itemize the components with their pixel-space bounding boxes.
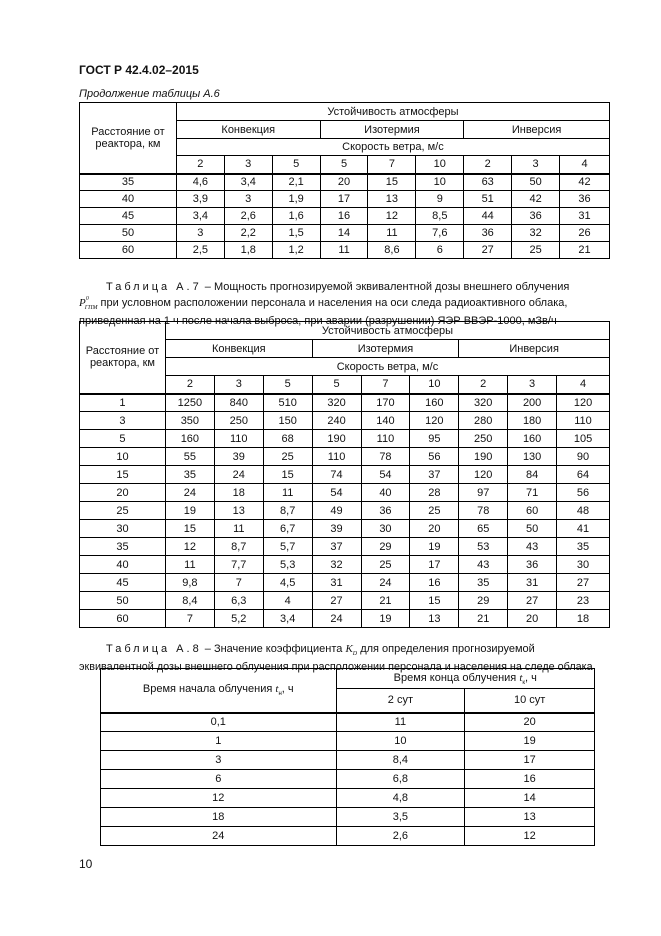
table-cell: 840 (214, 394, 263, 412)
table-a8-body (101, 713, 595, 846)
table-a6-wind-header: Скорость ветра, м/с (176, 139, 609, 156)
table-cell: 35 (557, 538, 610, 556)
table-cell: 11 (320, 242, 368, 259)
table-cell: 250 (214, 412, 263, 430)
table-cell: 3,5 (336, 808, 465, 827)
table-cell: 4 (263, 592, 312, 610)
table-cell: 1250 (165, 394, 214, 412)
table-row (80, 242, 610, 259)
speed-cell: 10 (410, 376, 459, 394)
table-cell: 4,8 (336, 789, 465, 808)
table-cell: 25 (361, 556, 410, 574)
table-cell: 36 (464, 225, 512, 242)
table-cell: 16 (320, 208, 368, 225)
table-cell: 2,1 (272, 174, 320, 191)
table-a6-stability-header: Устойчивость атмосферы (176, 103, 609, 121)
table-cell: 35 (459, 574, 508, 592)
table-cell: 55 (165, 448, 214, 466)
table-cell: 16 (410, 574, 459, 592)
row-label-cell: 50 (80, 225, 177, 242)
table-row (80, 430, 610, 448)
table-cell: 65 (459, 520, 508, 538)
table-cell: 19 (361, 610, 410, 628)
table-row (101, 713, 595, 732)
table-cell: 29 (459, 592, 508, 610)
row-label-cell: 1 (80, 394, 166, 412)
table-a6-distance-header: Расстояние от реактора, км (80, 103, 177, 174)
table-cell: 90 (557, 448, 610, 466)
table-cell: 60 (508, 502, 557, 520)
speed-cell: 5 (312, 376, 361, 394)
table-cell: 51 (464, 191, 512, 208)
table-row (80, 592, 610, 610)
table-cell: 54 (361, 466, 410, 484)
table-cell: 63 (464, 174, 512, 191)
table-cell: 190 (312, 430, 361, 448)
table-cell: 160 (165, 430, 214, 448)
table-a8-start-time-header: Время начала облучения $t_н$, ч (101, 669, 337, 713)
table-cell: 25 (512, 242, 560, 259)
table-cell: 15 (410, 592, 459, 610)
speed-cell: 2 (165, 376, 214, 394)
table-cell: 6,8 (336, 770, 465, 789)
table-cell: 350 (165, 412, 214, 430)
table-cell: 21 (560, 242, 610, 259)
table-cell: 3 (224, 191, 272, 208)
table-row (80, 412, 610, 430)
table-cell: 2,6 (336, 827, 465, 846)
table-cell: 30 (557, 556, 610, 574)
table-cell: 6 (416, 242, 464, 259)
table-cell: 17 (410, 556, 459, 574)
table-cell: 11 (368, 225, 416, 242)
speed-cell: 4 (557, 376, 610, 394)
speed-cell: 7 (368, 156, 416, 174)
caption-a7-symbol: $P^0_{ГПМ}$ (79, 296, 98, 311)
speed-cell: 2 (464, 156, 512, 174)
table-cell: 1,2 (272, 242, 320, 259)
table-cell: 120 (459, 466, 508, 484)
table-row (80, 538, 610, 556)
table-row (80, 191, 610, 208)
table-cell: 150 (263, 412, 312, 430)
caption-a7-text3: приведенная на 1 ч после начала выброса, при аварии (разрушении) ЯЭР ВВЭР-1000, мЗв/ч (79, 315, 557, 327)
table-row (80, 574, 610, 592)
table-a6-body (80, 174, 610, 259)
table-row (80, 520, 610, 538)
table-a6-group-convection: Конвекция (176, 121, 320, 139)
table-cell: 4,6 (176, 174, 224, 191)
table-cell: 1,8 (224, 242, 272, 259)
table-cell: 6,3 (214, 592, 263, 610)
table-cell: 10 (336, 732, 465, 751)
table-cell: 29 (361, 538, 410, 556)
table-cell: 78 (361, 448, 410, 466)
caption-a7-text1: Мощность прогнозируемой эквивалентной дозы внешнего облучения (213, 281, 570, 293)
table-cell: 200 (508, 394, 557, 412)
table-cell: 3,4 (263, 610, 312, 628)
table-a7-distance-header: Расстояние от реактора, км (80, 322, 166, 394)
table-cell: 120 (557, 394, 610, 412)
table-cell: 27 (464, 242, 512, 259)
table-cell: 120 (410, 412, 459, 430)
table-cell: 97 (459, 484, 508, 502)
table-cell: 49 (312, 502, 361, 520)
speed-cell: 3 (508, 376, 557, 394)
table-a7-group-isotherm: Изотермия (312, 340, 459, 358)
table-cell: 280 (459, 412, 508, 430)
table-cell: 24 (361, 574, 410, 592)
table-cell: 3 (176, 225, 224, 242)
table-cell: 5,2 (214, 610, 263, 628)
table-cell: 36 (512, 208, 560, 225)
table-cell: 8,4 (165, 592, 214, 610)
caption-a7-label: Таблица А.7 (106, 281, 202, 293)
table-row (101, 732, 595, 751)
row-label-cell: 12 (101, 789, 337, 808)
table-cell: 53 (459, 538, 508, 556)
table-a6 (79, 102, 610, 259)
table-row (80, 225, 610, 242)
table-cell: 7 (165, 610, 214, 628)
table-cell: 16 (465, 770, 595, 789)
table-cell: 21 (459, 610, 508, 628)
table-cell: 19 (165, 502, 214, 520)
table-cell: 14 (320, 225, 368, 242)
table-cell: 15 (263, 466, 312, 484)
speed-cell: 10 (416, 156, 464, 174)
table-cell: 30 (361, 520, 410, 538)
table-cell: 84 (508, 466, 557, 484)
row-label-cell: 3 (101, 751, 337, 770)
table-cell: 8,7 (263, 502, 312, 520)
page-number: 10 (79, 857, 93, 871)
table-cell: 42 (512, 191, 560, 208)
table-a8 (100, 668, 595, 846)
row-label-cell: 35 (80, 538, 166, 556)
table-cell: 42 (560, 174, 610, 191)
table-a6-group-inversion: Инверсия (464, 121, 610, 139)
table-cell: 5,3 (263, 556, 312, 574)
speed-cell: 5 (272, 156, 320, 174)
table-cell: 18 (557, 610, 610, 628)
table-row (80, 556, 610, 574)
table-a7-wind-header: Скорость ветра, м/с (165, 358, 609, 376)
row-label-cell: 0,1 (101, 713, 337, 732)
row-label-cell: 60 (80, 610, 166, 628)
table-cell: 78 (459, 502, 508, 520)
table-cell: 50 (512, 174, 560, 191)
table-cell: 23 (557, 592, 610, 610)
table-cell: 19 (465, 732, 595, 751)
table-cell: 11 (263, 484, 312, 502)
speed-cell: 3 (214, 376, 263, 394)
row-label-cell: 45 (80, 574, 166, 592)
table-a8-subheader-2days: 2 сут (336, 689, 465, 713)
table-cell: 13 (465, 808, 595, 827)
table-cell: 2,2 (224, 225, 272, 242)
table-cell: 39 (312, 520, 361, 538)
table-row (80, 484, 610, 502)
caption-a8-symbol: $K_D$ (345, 643, 358, 657)
table-cell: 240 (312, 412, 361, 430)
table-cell: 11 (165, 556, 214, 574)
table-cell: 13 (410, 610, 459, 628)
table-cell: 7,6 (416, 225, 464, 242)
row-label-cell: 1 (101, 732, 337, 751)
table-cell: 160 (508, 430, 557, 448)
table-cell: 31 (312, 574, 361, 592)
row-label-cell: 24 (101, 827, 337, 846)
table-cell: 105 (557, 430, 610, 448)
table-cell: 7,7 (214, 556, 263, 574)
row-label-cell: 18 (101, 808, 337, 827)
table-row (101, 751, 595, 770)
table-continuation-label: Продолжение таблицы А.6 (79, 88, 220, 100)
table-cell: 160 (410, 394, 459, 412)
table-cell: 41 (557, 520, 610, 538)
row-label-cell: 15 (80, 466, 166, 484)
table-cell: 54 (312, 484, 361, 502)
table-cell: 250 (459, 430, 508, 448)
table-cell: 170 (361, 394, 410, 412)
row-label-cell: 10 (80, 448, 166, 466)
table-cell: 3,4 (176, 208, 224, 225)
table-cell: 25 (410, 502, 459, 520)
table-row (101, 808, 595, 827)
table-cell: 15 (368, 174, 416, 191)
row-label-cell: 30 (80, 520, 166, 538)
row-label-cell: 40 (80, 556, 166, 574)
table-cell: 10 (416, 174, 464, 191)
table-cell: 110 (361, 430, 410, 448)
caption-a8-text3: эквивалентной дозы внешнего облучения при расположении персонала и населения на следе облака (79, 661, 593, 673)
table-cell: 17 (320, 191, 368, 208)
speed-cell: 3 (224, 156, 272, 174)
table-cell: 320 (459, 394, 508, 412)
table-cell: 12 (165, 538, 214, 556)
row-label-cell: 50 (80, 592, 166, 610)
table-row (80, 502, 610, 520)
speed-cell: 5 (320, 156, 368, 174)
table-cell: 36 (560, 191, 610, 208)
table-cell: 56 (410, 448, 459, 466)
speed-cell: 2 (459, 376, 508, 394)
table-cell: 12 (368, 208, 416, 225)
table-cell: 13 (368, 191, 416, 208)
table-cell: 21 (361, 592, 410, 610)
table-cell: 24 (312, 610, 361, 628)
table-cell: 68 (263, 430, 312, 448)
table-cell: 9,8 (165, 574, 214, 592)
table-cell: 48 (557, 502, 610, 520)
table-cell: 35 (165, 466, 214, 484)
table-cell: 1,5 (272, 225, 320, 242)
table-cell: 56 (557, 484, 610, 502)
table-a7 (79, 321, 610, 628)
table-cell: 14 (465, 789, 595, 808)
speed-cell: 3 (512, 156, 560, 174)
table-cell: 25 (263, 448, 312, 466)
table-cell: 11 (214, 520, 263, 538)
table-cell: 37 (410, 466, 459, 484)
caption-a7-dash: – (204, 281, 211, 293)
table-a8-end-time-header: Время конца облучения $t_к$, ч (336, 669, 594, 689)
table-row (80, 610, 610, 628)
table-row (80, 448, 610, 466)
caption-a8-label: Таблица А.8 (106, 643, 202, 655)
caption-a8-text1: Значение коэффициента (213, 643, 343, 655)
row-label-cell: 45 (80, 208, 177, 225)
row-label-cell: 5 (80, 430, 166, 448)
table-cell: 36 (361, 502, 410, 520)
table-cell: 37 (312, 538, 361, 556)
table-cell: 18 (214, 484, 263, 502)
table-cell: 31 (560, 208, 610, 225)
row-label-cell: 25 (80, 502, 166, 520)
table-cell: 510 (263, 394, 312, 412)
table-cell: 95 (410, 430, 459, 448)
speed-cell: 7 (361, 376, 410, 394)
table-cell: 43 (459, 556, 508, 574)
table-cell: 19 (410, 538, 459, 556)
table-cell: 2,5 (176, 242, 224, 259)
table-row (80, 208, 610, 225)
table-cell: 4,5 (263, 574, 312, 592)
table-cell: 2,6 (224, 208, 272, 225)
table-cell: 20 (410, 520, 459, 538)
table-row (101, 789, 595, 808)
table-row (101, 827, 595, 846)
row-label-cell: 20 (80, 484, 166, 502)
table-a7-body (80, 394, 610, 628)
table-row (80, 394, 610, 412)
table-cell: 40 (361, 484, 410, 502)
table-cell: 1,6 (272, 208, 320, 225)
speed-cell: 4 (560, 156, 610, 174)
table-cell: 20 (320, 174, 368, 191)
table-cell: 74 (312, 466, 361, 484)
table-cell: 130 (508, 448, 557, 466)
caption-a7-text2: при условном расположении персонала и населения на оси следа радиоактивного облака, (100, 297, 568, 309)
table-cell: 110 (557, 412, 610, 430)
speed-cell: 5 (263, 376, 312, 394)
table-cell: 24 (165, 484, 214, 502)
table-cell: 110 (312, 448, 361, 466)
table-cell: 190 (459, 448, 508, 466)
table-cell: 8,6 (368, 242, 416, 259)
table-cell: 20 (508, 610, 557, 628)
table-a7-group-convection: Конвекция (165, 340, 312, 358)
table-cell: 8,5 (416, 208, 464, 225)
table-cell: 12 (465, 827, 595, 846)
row-label-cell: 35 (80, 174, 177, 191)
table-cell: 27 (312, 592, 361, 610)
table-cell: 17 (465, 751, 595, 770)
table-cell: 27 (557, 574, 610, 592)
row-label-cell: 40 (80, 191, 177, 208)
table-cell: 50 (508, 520, 557, 538)
table-cell: 64 (557, 466, 610, 484)
table-cell: 44 (464, 208, 512, 225)
row-label-cell: 3 (80, 412, 166, 430)
table-cell: 8,7 (214, 538, 263, 556)
table-a7-stability-header: Устойчивость атмосферы (165, 322, 609, 340)
table-cell: 32 (512, 225, 560, 242)
table-cell: 9 (416, 191, 464, 208)
table-cell: 1,9 (272, 191, 320, 208)
table-cell: 43 (508, 538, 557, 556)
table-cell: 3,9 (176, 191, 224, 208)
row-label-cell: 60 (80, 242, 177, 259)
table-row (80, 466, 610, 484)
document-header: ГОСТ Р 42.4.02–2015 (79, 63, 199, 77)
table-cell: 15 (165, 520, 214, 538)
table-cell: 7 (214, 574, 263, 592)
table-row (101, 770, 595, 789)
table-cell: 13 (214, 502, 263, 520)
table-a8-subheader-10days: 10 сут (465, 689, 595, 713)
table-a7-group-inversion: Инверсия (459, 340, 610, 358)
table-cell: 24 (214, 466, 263, 484)
table-row (80, 174, 610, 191)
table-cell: 20 (465, 713, 595, 732)
table-cell: 6,7 (263, 520, 312, 538)
row-label-cell: 6 (101, 770, 337, 789)
table-cell: 11 (336, 713, 465, 732)
table-cell: 31 (508, 574, 557, 592)
table-cell: 28 (410, 484, 459, 502)
table-cell: 140 (361, 412, 410, 430)
table-cell: 180 (508, 412, 557, 430)
table-cell: 36 (508, 556, 557, 574)
table-cell: 5,7 (263, 538, 312, 556)
table-cell: 3,4 (224, 174, 272, 191)
caption-a8-dash: – (204, 643, 211, 655)
speed-cell: 2 (176, 156, 224, 174)
table-cell: 32 (312, 556, 361, 574)
table-cell: 26 (560, 225, 610, 242)
table-a6-group-isotherm: Изотермия (320, 121, 464, 139)
caption-a8-text2: для определения прогнозируемой (360, 643, 535, 655)
table-cell: 27 (508, 592, 557, 610)
table-cell: 39 (214, 448, 263, 466)
table-cell: 8,4 (336, 751, 465, 770)
table-cell: 320 (312, 394, 361, 412)
table-cell: 71 (508, 484, 557, 502)
table-cell: 110 (214, 430, 263, 448)
